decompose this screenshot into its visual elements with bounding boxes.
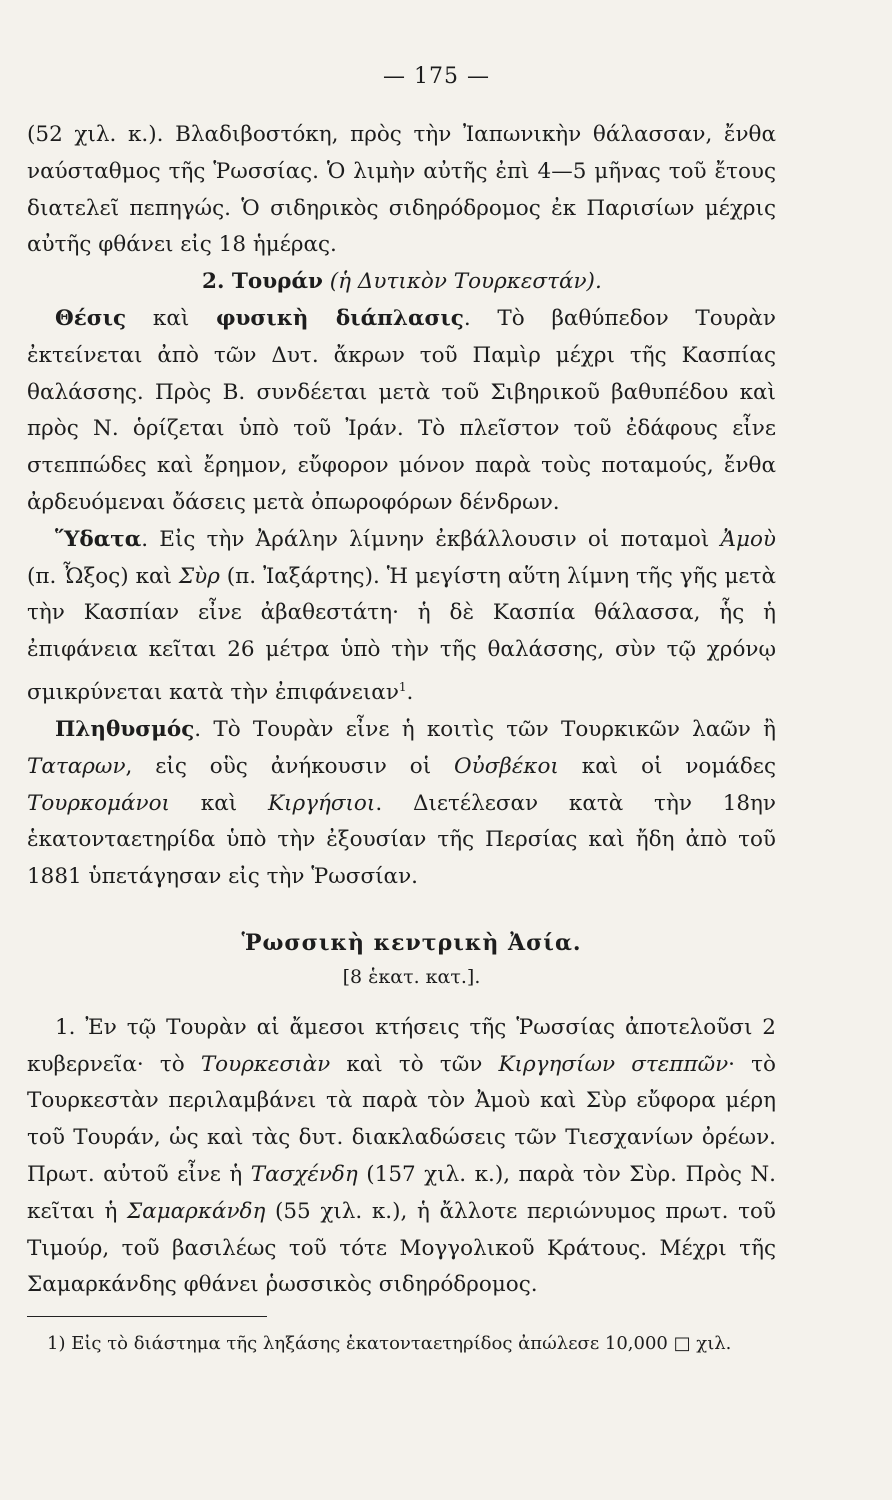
people-uzbeks: Οὐσβέκοι [454,753,559,779]
waters-text-3: (π. Ἰαξάρτης). Ἡ μεγίστη αὕτη λίμνη τῆς γῆς μετὰ τὴν Κασπίαν εἶνε ἀβαθεστάτη· ἡ δὲ Κασπία θάλασσα, ἧς ἡ ἐπιφάνεια κεῖται 26 μέτρα ὑπὸ τὴν τῆς θαλάσσης, σὺν τῷ χρόνῳ σμικρύνεται κατὰ τὴν ἐπιφάνειαν [27,563,776,706]
people-tatars: Ταταρων [27,753,126,779]
people-turkmens: Τουρκομάνοι [27,790,170,816]
paragraph-possessions [27,1010,776,1304]
population-text-3: καὶ οἱ νομάδες [558,753,776,779]
possessions-text-1: 1. Ἐν τῷ Τουρὰν αἱ ἄμεσοι κτήσεις τῆς Ῥωσσίας ἀποτελοῦσι 2 κυβερνεῖα· τὸ [27,1014,776,1077]
footnote-divider [27,1316,267,1317]
population-text-4: καὶ [169,790,268,816]
section-subtitle: (ἡ Δυτικὸν Τουρκεστάν). [329,269,602,295]
waters-end: . [406,680,414,706]
possessions-text-3: · τὸ Τουρκεστὰν περιλαμβάνει τὰ παρὰ τὸν Ἀμοὺ καὶ Σὺρ εὔφορα μέρη τοῦ Τουράν, ὡς καὶ τὰς δυτ. διακλαδώσεις τῶν Τιεσχανίων ὀρέων. Πρωτ. αὐτοῦ εἶνε ἡ [27,1051,776,1188]
possessions-text-4: (157 χιλ. κ.), παρὰ τὸν Σὺρ. Πρὸς Ν. κεῖται ἡ [27,1162,776,1224]
section-title: 2. Τουράν [202,269,323,295]
population-text-2: , εἰς οὓς ἀνήκουσιν οἱ [125,753,455,779]
population-text-1: . Τὸ Τουρὰν εἶνε ἡ κοιτὶς τῶν Τουρκικῶν λαῶν ἢ [194,716,776,742]
paragraph-waters [27,522,776,712]
thesis-and: καὶ [126,305,217,331]
possessions-text-2: καὶ τὸ τῶν [330,1051,499,1077]
waters-heading: Ὕδατα [55,526,142,552]
possessions-text-5: (55 χιλ. κ.), ἡ ἄλλοτε περιώνυμος πρωτ. τοῦ Τιμούρ, τοῦ βασιλέως τοῦ τότε Μογγολικοῦ Κράτους. Μέχρι τῆς Σαμαρκάνδης φθάνει ῥωσσικὸς σιδηρόδρομος. [27,1198,776,1298]
place-turkestan: Τουρκεσιὰν [200,1051,331,1077]
place-tashkent: Τασχένδη [250,1162,358,1188]
paragraph-vladivostok: (52 χιλ. κ.). Βλαδιβοστόκη, πρὸς τὴν Ἰαπωνικὴν θάλασσαν, ἔνθα ναύσταθμος τῆς Ῥωσσίας. Ὁ λιμὴν αὐτῆς ἐπὶ 4—5 μῆνας τοῦ ἔτους διατελεῖ πεπηγώς. Ὁ σιδηρικὸς σιδηρόδρομος ἐκ Παρισίων μέχρις αὐτῆς φθάνει εἰς 18 ἡμέρας. [27,122,776,258]
population-heading: Πληθυσμός [55,716,195,742]
thesis-heading: Θέσις [55,305,127,331]
paragraph-thesis [27,301,776,522]
center-subtitle: [8 ἑκατ. κατ.]. [342,965,481,988]
waters-text-2: (π. Ὦξος) καὶ [27,563,179,589]
place-samarkand: Σαμαρκάνδη [126,1198,266,1224]
place-kirghiz-steppes: Κιργησίων στεππῶν [498,1051,729,1077]
thesis-text: . Τὸ βαθύπεδον Τουρὰν ἐκτείνεται ἀπὸ τῶν Δυτ. ἄκρων τοῦ Παμὶρ μέχρι τῆς Κασπίας θαλάσσης. Πρὸς Β. συνδέεται μετὰ τοῦ Σιβηρικοῦ βαθυπέδου καὶ πρὸς Ν. ὁρίζεται ὑπὸ τοῦ Ἰράν. Τὸ πλεῖστον τοῦ ἐδάφους εἶνε στεππώδες καὶ ἔρημον, εὔφορον μόνον παρὰ τοὺς ποταμούς, ἔνθα ἀρδευόμεναι ὄάσεις μετὰ ὀπωροφόρων δένδρων. [27,305,776,515]
thesis-heading-2: φυσικὴ διάπλασις [216,305,464,331]
river-syr: Σὺρ [178,563,220,589]
population-text-5: . Διετέλεσαν κατὰ τὴν 18ην ἑκατονταετηρίδα ὑπὸ τὴν ἐξουσίαν τῆς Περσίας καὶ ἤδη ἀπὸ τοῦ 1881 ὑπετάγησαν εἰς τὴν Ῥωσσίαν. [27,790,776,890]
waters-text-1: . Εἰς τὴν Ἀράλην λίμνην ἐκβάλλουσιν οἱ ποταμοὶ [141,526,721,552]
people-kirghiz: Κιργήσιοι [267,790,376,816]
river-amou: Ἀμοὺ [720,526,776,552]
footnote-marker: 1 [398,679,407,694]
page-number: — 175 — [383,64,490,89]
center-title: Ῥωσσικὴ κεντρικὴ Ἀσία. [241,929,582,956]
paragraph-population [27,712,776,896]
footnote: 1) Εἰς τὸ διάστημα τῆς ληξάσης ἑκατονταετηρίδος ἀπώλεσε 10,000 □ χιλ. [47,1333,732,1355]
section-heading-turan [27,264,776,301]
